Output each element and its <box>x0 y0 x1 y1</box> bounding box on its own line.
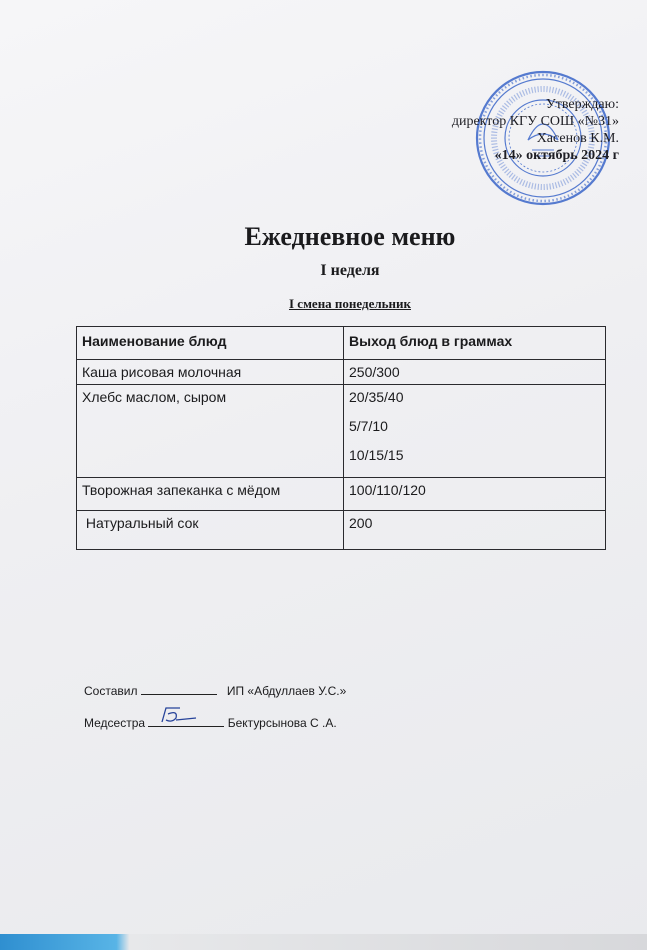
dish-weight <box>344 511 606 550</box>
approval-label: Утверждаю: <box>545 97 619 112</box>
menu-table <box>76 326 606 550</box>
nurse-label: Медсестра <box>84 716 146 730</box>
column-header-weight: Выход блюд в граммах <box>344 327 606 360</box>
nurse-line <box>84 714 337 730</box>
weight-value: 250/300 <box>349 364 400 380</box>
weight-value: 100/110/120 <box>349 482 426 498</box>
week-label: I неделя <box>320 262 380 279</box>
table-row <box>77 511 606 550</box>
dish-name: Натуральный сок <box>77 511 344 550</box>
compiled-name: ИП «Абдуллаев У.С.» <box>226 684 347 698</box>
weight-value: 10/15/15 <box>349 447 404 463</box>
table-row <box>77 478 606 511</box>
shift-day-label: I смена понедельник <box>288 296 411 311</box>
weight-value: 5/7/10 <box>349 418 388 434</box>
director-position: директор КГУ СОШ «№31» <box>451 114 619 129</box>
page-title: Ежедневное меню <box>244 222 456 251</box>
dish-name: Каша рисовая молочная <box>77 360 344 385</box>
table-header-row <box>77 327 606 360</box>
dish-name: Творожная запеканка с мёдом <box>77 478 344 511</box>
nurse-name: Бектурсынова С .А. <box>227 716 337 730</box>
compiled-by-line <box>84 682 346 698</box>
weight-value: 20/35/40 <box>349 389 404 405</box>
nurse-signature-line <box>148 714 224 727</box>
approval-date: «14» октябрь 2024 г <box>494 148 619 163</box>
desk-surface-strip <box>0 934 647 950</box>
dish-weight <box>344 360 606 385</box>
weight-value: 200 <box>349 515 373 531</box>
compiled-label: Составил <box>84 684 138 698</box>
column-header-dish: Наименование блюд <box>77 327 344 360</box>
director-name: Хасенов К.М. <box>536 131 619 146</box>
table-row <box>77 360 606 385</box>
table-row <box>77 385 606 478</box>
dish-weight <box>344 385 606 478</box>
signature-line <box>141 682 217 695</box>
dish-name: Хлебс маслом, сыром <box>77 385 344 478</box>
handwritten-signature <box>158 704 198 726</box>
approval-block <box>452 96 619 164</box>
dish-weight <box>344 478 606 511</box>
